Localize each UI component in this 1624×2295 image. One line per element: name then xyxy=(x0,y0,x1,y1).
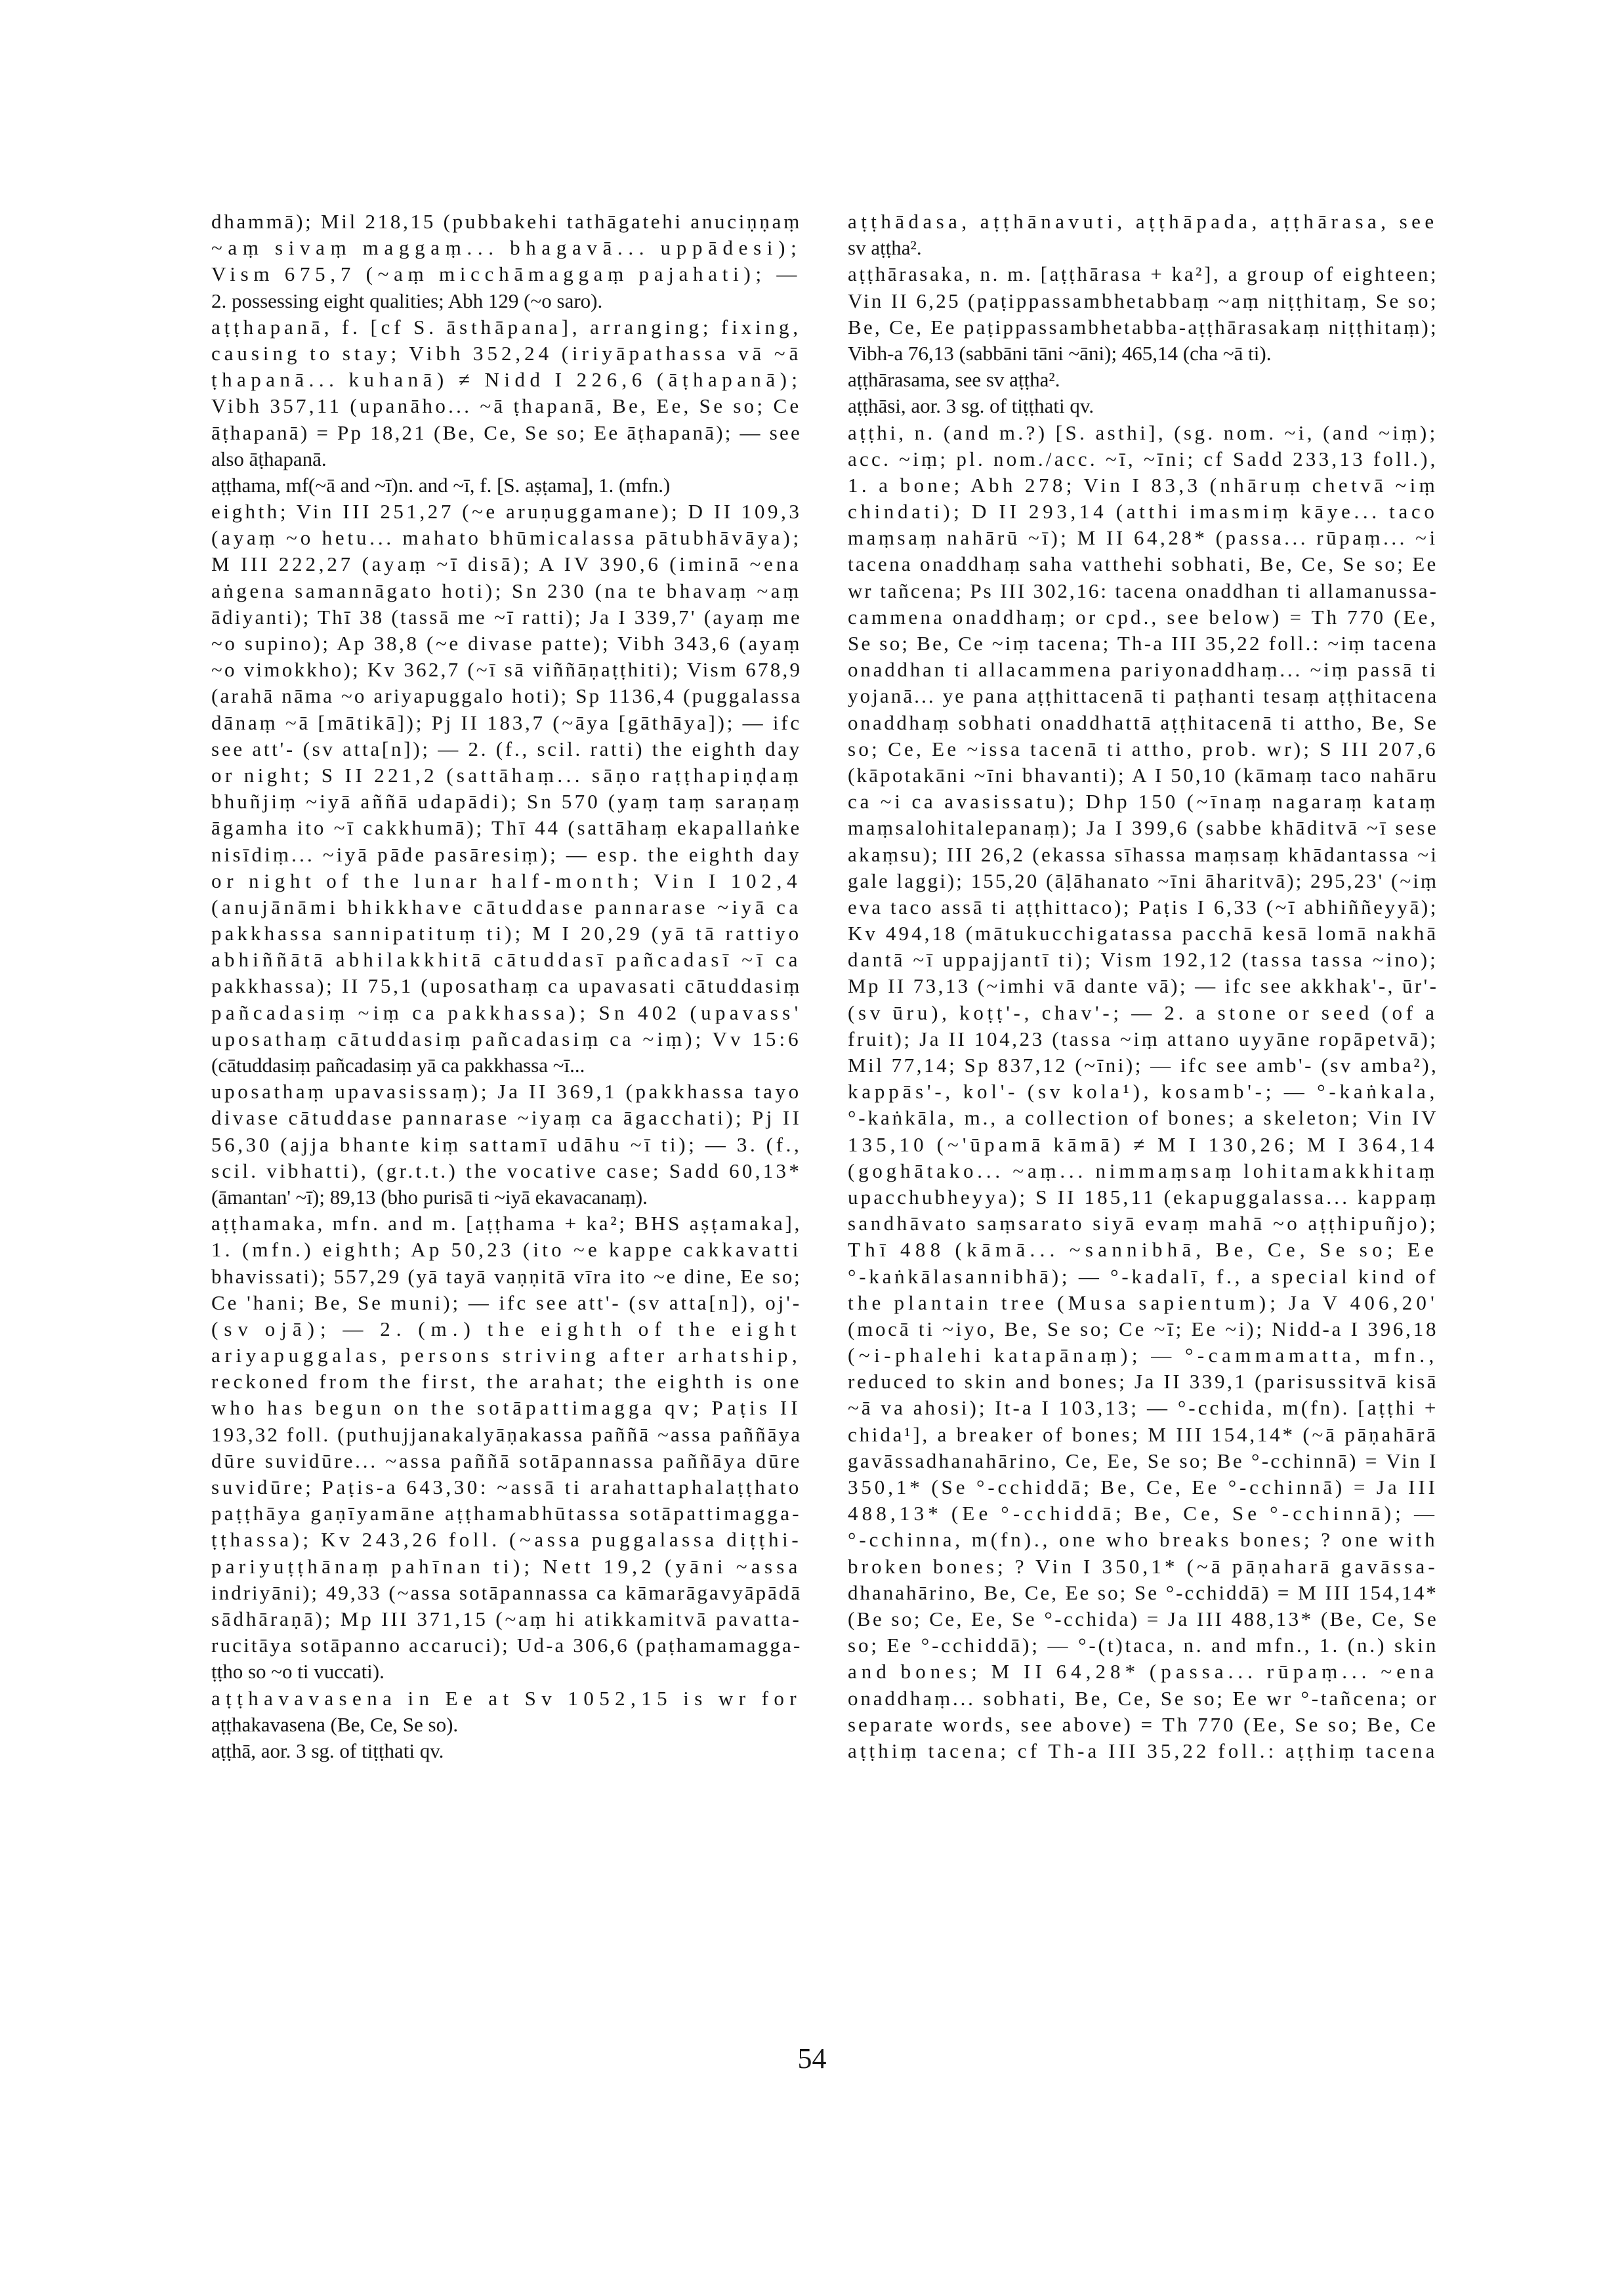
right-column-line: aṭṭhi, n. (and m.?) [S. asthi], (sg. nom. ~i, (and ~iṃ); xyxy=(848,421,1438,444)
left-column-line: aṭṭhavavasena in Ee at Sv 1052,15 is wr for xyxy=(211,1686,802,1710)
right-column-line: aṭṭhādasa, aṭṭhānavuti, aṭṭhāpada, aṭṭhārasa, see xyxy=(848,210,1438,233)
left-column-line: (anujānāmi bhikkhave cātuddase pannarase ~iyā ca xyxy=(211,895,802,919)
right-column-line: yojanā... ye pana aṭṭhittacenā ti paṭhanti tesaṃ aṭṭhitacena xyxy=(848,684,1438,708)
right-column-line: Thī 488 (kāmā... ~sannibhā, Be, Ce, Se so; Ee xyxy=(848,1238,1438,1262)
right-column-line: acc. ~iṃ; pl. nom./acc. ~ī, ~īni; cf Sadd 233,13 foll.), xyxy=(848,447,1438,470)
right-column-line: akaṃsu); III 26,2 (ekassa sīhassa maṃsaṃ khādantassa ~i xyxy=(848,842,1438,866)
left-column-line: suvidūre; Paṭis-a 643,30: ~assā ti arahattaphalaṭṭhato xyxy=(211,1476,802,1499)
left-column-line: aṅgena samannāgato hoti); Sn 230 (na te bhavaṃ ~aṃ xyxy=(211,579,802,602)
left-column-line: who has begun on the sotāpattimagga qv; Paṭis II xyxy=(211,1396,802,1420)
right-column-line: aṭṭhiṃ tacena; cf Th-a III 35,22 foll.: aṭṭhiṃ tacena xyxy=(848,1739,1438,1762)
right-column-line: onaddhaṃ... sobhati, Be, Ce, Se so; Ee wr °-tañcena; or xyxy=(848,1686,1438,1710)
left-column-line: see att'- (sv atta[n]); — 2. (f., scil. ratti) the eighth day xyxy=(211,737,802,760)
left-column-line: bhavissati); 557,29 (yā tayā vaṇṇitā vīra ito ~e dine, Ee so; xyxy=(211,1264,802,1288)
left-column-line: divase cātuddase pannarase ~iyaṃ ca āgacchati); Pj II xyxy=(211,1106,802,1130)
left-column-line: pañcadasiṃ ~iṃ ca pakkhassa); Sn 402 (upavass' xyxy=(211,1001,802,1024)
left-column-line: paṭṭhāya gaṇīyamāne aṭṭhamabhūtassa sotāpattimagga- xyxy=(211,1502,802,1525)
right-column-line: (kāpotakāni ~īni bhavanti); A I 50,10 (kāmaṃ taco nahāru xyxy=(848,763,1438,787)
right-column-line: °-kaṅkāla, m., a collection of bones; a skeleton; Vin IV xyxy=(848,1106,1438,1130)
left-column-line: ariyapuggalas, persons striving after arhatship, xyxy=(211,1344,802,1367)
left-column-line: (āmantan' ~ī); 89,13 (bho purisā ti ~iyā ekavacanaṃ). xyxy=(211,1185,648,1209)
left-column-line: or night; S II 221,2 (sattāhaṃ... sāṇo raṭṭhapiṇḍaṃ xyxy=(211,763,802,787)
right-column-line: broken bones; ? Vin I 350,1* (~ā pāṇaharā gavāssa- xyxy=(848,1554,1438,1578)
right-column-line: onaddhan ti allacammena pariyonaddhaṃ... ~iṃ passā ti xyxy=(848,658,1438,682)
right-column-line: aṭṭhārasaka, n. m. [aṭṭhārasa + ka²], a group of eighteen; xyxy=(848,262,1438,286)
left-column-line: 193,32 foll. (puthujjanakalyāṇakassa paññā ~assa paññāya xyxy=(211,1422,802,1446)
left-column-line: āṭhapanā) = Pp 18,21 (Be, Ce, Se so; Ee āṭhapanā); — see xyxy=(211,421,802,444)
right-column-line: aṭṭhāsi, aor. 3 sg. of tiṭṭhati qv. xyxy=(848,394,1094,418)
right-column-line: (Be so; Ce, Ee, Se °-cchida) = Ja III 488,13* (Be, Ce, Se xyxy=(848,1607,1438,1630)
left-column-line: Vibh 357,11 (upanāho... ~ā ṭhapanā, Be, Ee, Se so; Ce xyxy=(211,394,802,418)
right-column-line: 350,1* (Se °-cchiddā; Be, Ce, Ee °-cchinnā) = Ja III xyxy=(848,1476,1438,1499)
page-number: 54 xyxy=(797,2042,827,2075)
left-column-line: 1. (mfn.) eighth; Ap 50,23 (ito ~e kappe cakkavatti xyxy=(211,1238,802,1262)
left-column-line: ādiyanti); Thī 38 (tassā me ~ī ratti); Ja I 339,7' (ayaṃ me xyxy=(211,605,802,629)
right-column-line: gale laggi); 155,20 (āḷāhanato ~īni āharitvā); 295,23' (~iṃ xyxy=(848,869,1438,892)
right-column-line: separate words, see above) = Th 770 (Ee, Se so; Be, Ce xyxy=(848,1712,1438,1736)
left-column-line: ṭṭhassa); Kv 243,26 foll. (~assa puggalassa diṭṭhi- xyxy=(211,1528,802,1552)
left-column-line: Ce 'hani; Be, Se muni); — ifc see att'- (sv atta[n]), oj'- xyxy=(211,1291,802,1314)
left-column-line: uposathaṃ upavasissaṃ); Ja II 369,1 (pakkhassa tayo xyxy=(211,1080,802,1104)
right-column-line: (mocā ti ~iyo, Be, Se so; Ce ~ī; Ee ~i); Nidd-a I 396,18 xyxy=(848,1317,1438,1340)
left-column-line: (cātuddasiṃ pañcadasiṃ yā ca pakkhassa ~ī... xyxy=(211,1054,585,1077)
left-column-line: rucitāya sotāpanno accaruci); Ud-a 306,6 (paṭhamamagga- xyxy=(211,1634,802,1657)
left-column-line: Vism 675,7 (~aṃ micchāmaggaṃ pajahati); — xyxy=(211,262,802,286)
right-column xyxy=(848,209,1438,1764)
left-column-line: eighth; Vin III 251,27 (~e aruṇuggamane); D II 109,3 xyxy=(211,500,802,524)
left-column-line: aṭṭhapanā, f. [cf S. āsthāpana], arranging; fixing, xyxy=(211,315,802,339)
left-column-line: ~aṃ sivaṃ maggaṃ... bhagavā... uppādesi); xyxy=(211,236,802,260)
left-column-line: aṭṭhā, aor. 3 sg. of tiṭṭhati qv. xyxy=(211,1739,444,1762)
right-column-line: (sv ūru), koṭṭ'-, chav'-; — 2. a stone or seed (of a xyxy=(848,1001,1438,1024)
left-column-line: 56,30 (ajja bhante kiṃ sattamī udāhu ~ī ti); — 3. (f., xyxy=(211,1132,802,1156)
right-column-line: Vibh-a 76,13 (sabbāni tāni ~āni); 465,14 (cha ~ā ti). xyxy=(848,341,1272,365)
right-column-line: aṭṭhārasama, see sv aṭṭha². xyxy=(848,368,1060,392)
right-column-line: 135,10 (~'ūpamā kāmā) ≠ M I 130,26; M I 364,14 xyxy=(848,1132,1438,1156)
left-column-line: scil. vibhatti), (gr.t.t.) the vocative case; Sadd 60,13* xyxy=(211,1159,802,1182)
left-column-line: (sv ojā); — 2. (m.) the eighth of the eight xyxy=(211,1317,802,1340)
right-column-line: so; Ce, Ee ~issa tacenā ti attho, prob. wr); S III 207,6 xyxy=(848,737,1438,760)
right-column-line: °-kaṅkālasannibhā); — °-kadalī, f., a special kind of xyxy=(848,1264,1438,1288)
right-column-line: reduced to skin and bones; Ja II 339,1 (parisussitvā kisā xyxy=(848,1370,1438,1394)
left-column-line: (arahā nāma ~o ariyapuggalo hoti); Sp 1136,4 (puggalassa xyxy=(211,684,802,708)
right-column-line: 1. a bone; Abh 278; Vin I 83,3 (nhāruṃ chetvā ~iṃ xyxy=(848,473,1438,497)
left-column-line: indriyāni); 49,33 (~assa sotāpannassa ca kāmarāgavyāpādā xyxy=(211,1581,802,1604)
right-column-line: the plantain tree (Musa sapientum); Ja V 406,20' xyxy=(848,1291,1438,1314)
left-column-line: dhammā); Mil 218,15 (pubbakehi tathāgatehi anuciṇṇaṃ xyxy=(211,210,802,233)
right-column-line: ca ~i ca avasissatu); Dhp 150 (~īnaṃ nagaraṃ kataṃ xyxy=(848,790,1438,814)
left-column-line: ṭṭho so ~o ti vuccati). xyxy=(211,1660,385,1684)
left-column-line: ṭhapanā... kuhanā) ≠ Nidd I 226,6 (āṭhapanā); xyxy=(211,368,802,392)
left-column-line: reckoned from the first, the arahat; the eighth is one xyxy=(211,1370,802,1394)
right-column-line: sv aṭṭha². xyxy=(848,236,922,260)
left-column-line: pakkhassa sannipatituṃ ti); M I 20,29 (yā tā rattiyo xyxy=(211,922,802,945)
left-column-line: M III 222,27 (ayaṃ ~ī disā); A IV 390,6 (iminā ~ena xyxy=(211,552,802,576)
right-column-line: maṃsaṃ nahārū ~ī); M II 64,28* (passa... rūpaṃ... ~i xyxy=(848,526,1438,550)
right-column-line: Mp II 73,13 (~imhi vā dante vā); — ifc see akkhak'-, ūr'- xyxy=(848,974,1438,998)
right-column-line: chida¹], a breaker of bones; M III 154,14* (~ā pāṇahārā xyxy=(848,1422,1438,1446)
right-column-line: (goghātako... ~aṃ... nimmaṃsaṃ lohitamakkhitaṃ xyxy=(848,1159,1438,1182)
left-column-line: bhuñjiṃ ~iyā aññā udapādi); Sn 570 (yaṃ taṃ saraṇaṃ xyxy=(211,790,802,814)
right-column-line: and bones; M II 64,28* (passa... rūpaṃ... ~ena xyxy=(848,1660,1438,1684)
left-column-line: dānaṃ ~ā [mātikā]); Pj II 183,7 (~āya [gāthāya]); — ifc xyxy=(211,711,802,734)
right-column-line: dantā ~ī uppajjantī ti); Vism 192,12 (tassa tassa ~ino); xyxy=(848,948,1438,972)
right-column-line: maṃsalohitalepanaṃ); Ja I 399,6 (sabbe khāditvā ~ī sese xyxy=(848,816,1438,840)
left-column-line: abhiññātā abhilakkhitā cātuddasī pañcadasī ~ī ca xyxy=(211,948,802,972)
left-column-line: sādhāraṇā); Mp III 371,15 (~aṃ hi atikkamitvā pavatta- xyxy=(211,1607,802,1630)
left-column-line: āgamha ito ~ī cakkhumā); Thī 44 (sattāhaṃ ekapallaṅke xyxy=(211,816,802,840)
right-column-line: sandhāvato saṃsarato siyā evaṃ mahā ~o aṭṭhipuñjo); xyxy=(848,1212,1438,1235)
left-column-line: uposathaṃ cātuddasiṃ pañcadasiṃ ca ~iṃ); Vv 15:6 xyxy=(211,1027,802,1050)
right-column-line: cammena onaddhaṃ; or cpd., see below) = Th 770 (Ee, xyxy=(848,605,1438,629)
left-column-line: causing to stay; Vibh 352,24 (iriyāpathassa vā ~ā xyxy=(211,341,802,365)
right-column-line: eva taco assā ti aṭṭhittaco); Paṭis I 6,33 (~ī abhiññeyyā); xyxy=(848,895,1438,919)
left-column-line: pariyuṭṭhānaṃ pahīnan ti); Nett 19,2 (yāni ~assa xyxy=(211,1554,802,1578)
left-column xyxy=(211,209,802,1764)
right-column-line: upacchubheyya); S II 185,11 (ekapuggalassa... kappaṃ xyxy=(848,1185,1438,1209)
left-column-line: (ayaṃ ~o hetu... mahato bhūmicalassa pātubhāvāya); xyxy=(211,526,802,550)
right-column-line: ~ā va ahosi); It-a I 103,13; — °-cchida, m(fn). [aṭṭhi + xyxy=(848,1396,1438,1420)
right-column-line: kappās'-, kol'- (sv kola¹), kosamb'-; — °-kaṅkala, xyxy=(848,1080,1438,1104)
right-column-line: onaddhaṃ sobhati onaddhattā aṭṭhitacenā ti attho, Be, Se xyxy=(848,711,1438,734)
right-column-line: Vin II 6,25 (paṭippassambhetabbaṃ ~aṃ niṭṭhitaṃ, Se so; xyxy=(848,289,1438,312)
left-column-line: or night of the lunar half-month; Vin I 102,4 xyxy=(211,869,802,892)
left-column-line: aṭṭhama, mf(~ā and ~ī)n. and ~ī, f. [S. aṣṭama], 1. (mfn.) xyxy=(211,473,671,497)
right-column-line: Kv 494,18 (mātukucchigatassa pacchā kesā lomā nakhā xyxy=(848,922,1438,945)
right-column-line: gavāssadhanahārino, Ce, Ee, Se so; Be °-cchinnā) = Vin I xyxy=(848,1449,1438,1472)
right-column-line: fruit); Ja II 104,23 (tassa ~iṃ attano uyyāne ropāpetvā); xyxy=(848,1027,1438,1050)
left-column-line: aṭṭhamaka, mfn. and m. [aṭṭhama + ka²; BHS aṣṭamaka], xyxy=(211,1212,802,1235)
right-column-line: so; Ee °-cchiddā); — °-(t)taca, n. and mfn., 1. (n.) skin xyxy=(848,1634,1438,1657)
right-column-line: chindati); D II 293,14 (atthi imasmiṃ kāye... taco xyxy=(848,500,1438,524)
right-column-line: dhanahārino, Be, Ce, Ee so; Se °-cchiddā) = M III 154,14* xyxy=(848,1581,1438,1604)
right-column-line: °-cchinna, m(fn)., one who breaks bones; ? one with xyxy=(848,1528,1438,1552)
left-column-line: also āṭhapanā. xyxy=(211,447,327,470)
left-column-line: nisīdiṃ... ~iyā pāde pasāresiṃ); — esp. the eighth day xyxy=(211,842,802,866)
left-column-line: pakkhassa); II 75,1 (uposathaṃ ca upavasati cātuddasiṃ xyxy=(211,974,802,998)
right-column-line: Se so; Be, Ce ~iṃ tacena; Th-a III 35,22 foll.: ~iṃ tacena xyxy=(848,632,1438,655)
right-column-line: tacena onaddhaṃ saha vatthehi sobhati, Be, Ce, Se so; Ee xyxy=(848,552,1438,576)
left-column-line: aṭṭhakavasena (Be, Ce, Se so). xyxy=(211,1712,459,1736)
left-column-line: 2. possessing eight qualities; Abh 129 (~o saro). xyxy=(211,289,603,312)
left-column-line: ~o vimokkho); Kv 362,7 (~ī sā viññāṇaṭṭhiti); Vism 678,9 xyxy=(211,658,802,682)
left-column-line: ~o supino); Ap 38,8 (~e divase patte); Vibh 343,6 (ayaṃ xyxy=(211,632,802,655)
left-column-line: dūre suvidūre... ~assa paññā sotāpannassa paññāya dūre xyxy=(211,1449,802,1472)
right-column-line: 488,13* (Ee °-cchiddā; Be, Ce, Se °-cchinnā); — xyxy=(848,1502,1438,1525)
right-column-line: (~i-phalehi katapānaṃ); — °-cammamatta, mfn., xyxy=(848,1344,1438,1367)
right-column-line: wr tañcena; Ps III 302,16: tacena onaddhan ti allamanussa- xyxy=(848,579,1438,602)
right-column-line: Be, Ce, Ee paṭippassambhetabba-aṭṭhārasakaṃ niṭṭhitaṃ); xyxy=(848,315,1438,339)
right-column-line: Mil 77,14; Sp 837,12 (~īni); — ifc see amb'- (sv amba²), xyxy=(848,1054,1438,1077)
